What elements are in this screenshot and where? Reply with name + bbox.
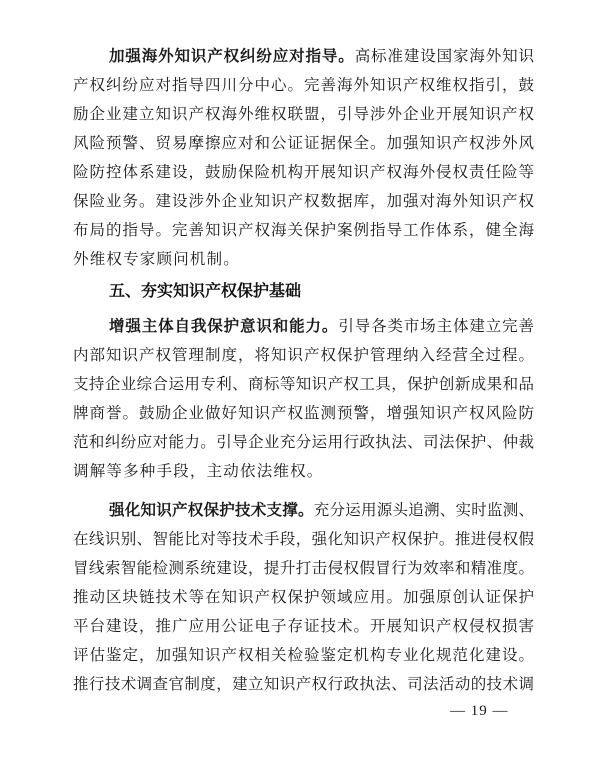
paragraph-lead-sentence: 加强海外知识产权纠纷应对指导。 bbox=[109, 48, 355, 65]
text-line bbox=[73, 42, 534, 71]
text-line: 外维权专家顾问机制。 bbox=[73, 251, 241, 268]
text-line: 推行技术调查官制度，建立知识产权行政执法、司法活动的技术调 bbox=[73, 676, 534, 693]
text-line: 范和纠纷应对能力。引导企业充分运用行政执法、司法保护、仲裁 bbox=[73, 434, 534, 451]
text-run: 引导各类市场主体建立完善 bbox=[338, 318, 534, 335]
text-line: 冒线索智能检测系统建设，提升打击侵权假冒行为效率和精准度。 bbox=[73, 560, 534, 577]
text-line: 布局的指导。完善知识产权海关保护案例指导工作体系，健全海 bbox=[73, 222, 534, 239]
text-line: 励企业建立知识产权海外维权联盟，引导涉外企业开展知识产权 bbox=[73, 106, 534, 123]
text-line: 平台建设，推广应用公证电子存证技术。开展知识产权侵权损害 bbox=[73, 618, 534, 635]
paragraph-lead-sentence: 增强主体自我保护意识和能力。 bbox=[109, 318, 339, 335]
paragraph-overseas-ip-disputes bbox=[73, 42, 534, 274]
text-line: 内部知识产权管理制度，将知识产权保护管理纳入经营全过程。 bbox=[73, 347, 534, 364]
text-run: 充分运用源头追溯、实时监测、 bbox=[313, 502, 534, 519]
page-number: — 19 — bbox=[450, 703, 509, 719]
paragraph-lead-sentence: 强化知识产权保护技术支撑。 bbox=[109, 502, 314, 519]
text-run: 高标准建设国家海外知识 bbox=[354, 48, 534, 65]
text-line: 调解等多种手段，主动依法维权。 bbox=[73, 463, 324, 480]
paragraph-self-protection bbox=[73, 312, 534, 486]
section-heading: 五、夯实知识产权保护基础 bbox=[109, 283, 302, 300]
text-line: 推动区块链技术等在知识产权保护领域应用。加强原创认证保护 bbox=[73, 589, 534, 606]
text-line bbox=[73, 496, 534, 525]
text-line: 产权纠纷应对指导四川分中心。完善海外知识产权维权指引，鼓 bbox=[73, 77, 534, 94]
text-line bbox=[73, 312, 534, 341]
text-line: 支持企业综合运用专利、商标等知识产权工具，保护创新成果和品 bbox=[73, 376, 534, 393]
text-line: 风险预警、贸易摩擦应对和公证证据保全。加强知识产权涉外风 bbox=[73, 135, 534, 152]
text-line: 牌商誉。鼓励企业做好知识产权监测预警，增强知识产权风险防 bbox=[73, 405, 534, 422]
text-line: 险防控体系建设，鼓励保险机构开展知识产权海外侵权责任险等 bbox=[73, 164, 534, 181]
paragraph-technical-support bbox=[73, 496, 534, 699]
text-line: 保险业务。建设涉外企业知识产权数据库，加强对海外知识产权 bbox=[73, 193, 534, 210]
text-line: 在线识别、智能比对等技术手段，强化知识产权保护。推进侵权假 bbox=[73, 531, 534, 548]
text-line: 评估鉴定，加强知识产权相关检验鉴定机构专业化规范化建设。 bbox=[73, 647, 534, 664]
